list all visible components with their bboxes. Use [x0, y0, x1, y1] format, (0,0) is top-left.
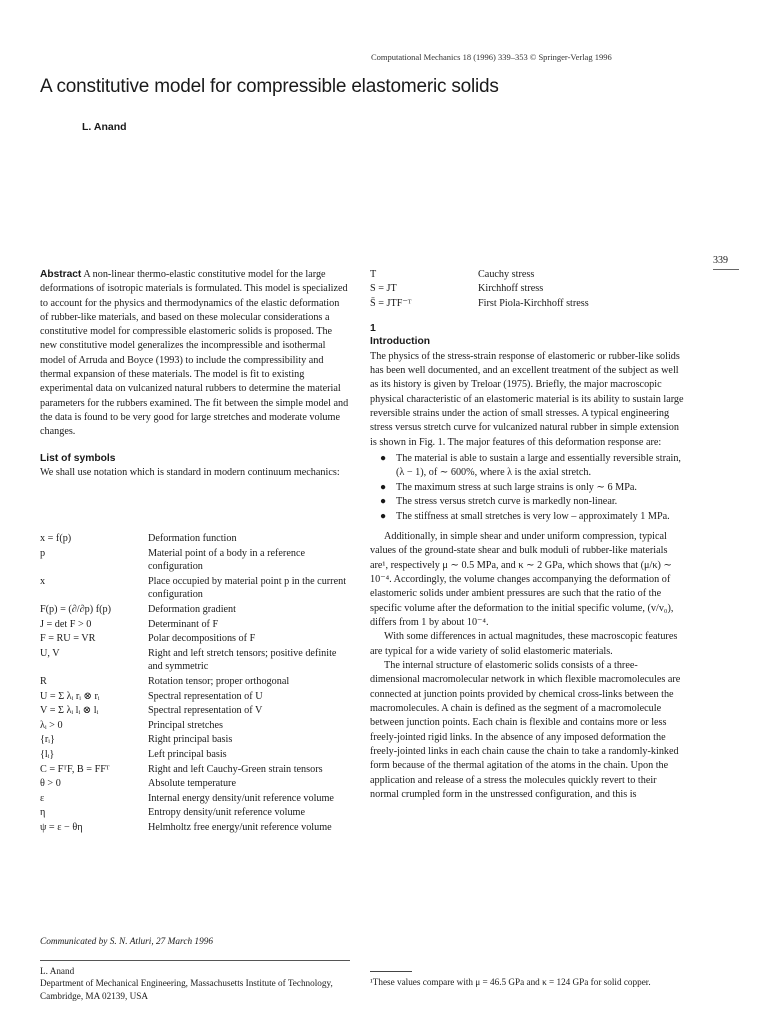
symbol-description: Material point of a body in a reference configuration: [148, 547, 305, 573]
symbol: ψ = ε − θη: [40, 821, 83, 833]
symbol: λᵢ > 0: [40, 719, 63, 731]
symbol-description: Place occupied by material point p in the current configuration: [148, 575, 347, 601]
feature-list-item: [380, 452, 685, 481]
symbol-row: [40, 792, 352, 806]
symbol-row: [40, 675, 352, 689]
author-name: L. Anand: [82, 121, 127, 133]
symbol-description: Entropy density/unit reference volume: [148, 807, 306, 819]
section-heading: Introduction: [370, 336, 431, 348]
left-column: [40, 268, 350, 480]
communicated-note: Communicated by S. N. Atluri, 27 March 1996: [40, 937, 214, 947]
symbol: U, V: [40, 647, 60, 659]
symbol-row: [40, 618, 352, 632]
symbol: F(p) = (∂/∂p) f(p): [40, 603, 111, 615]
feature-list-item: [380, 495, 685, 509]
footnote-rule: [370, 971, 412, 972]
stress-symbol-row: [370, 297, 685, 311]
affiliation-address: Department of Mechanical Engineering, Massachusetts Institute of Technology, Cambridge, MA 02139, USA: [40, 978, 333, 1001]
symbol-row: [40, 704, 352, 718]
symbol-row: [40, 647, 352, 674]
stress-symbol: T: [370, 269, 377, 280]
symbol: x: [40, 575, 46, 587]
stress-description: Kirchhoff stress: [478, 283, 544, 295]
symbol: ε: [40, 792, 45, 804]
symbol-row: [40, 748, 352, 762]
intro-paragraph-3: With some differences in actual magnitudes, these macroscopic features are typical for a wide variety of solid elastomeric materials.: [370, 631, 678, 657]
intro-paragraph-2: Additionally, in simple shear and under uniform compression, typical values of the ground-state shear and bulk moduli of rubber-like materials are¹, respectively μ ∼ 0.5 MPa, and κ ∼ 2 GPa, which shows that (μ/κ) ∼ 10⁻⁴. Accordingly, the volume changes accompanying the deformation of elastomeric solids under ambient pressures are such that the ratio of the specific volume after the deformation to the initial specific volume, (v/v₀), differs from 1 by about 10⁻⁴.: [370, 530, 674, 628]
symbol-description: Polar decompositions of F: [148, 633, 256, 645]
bullet-icon: ●: [380, 453, 387, 465]
journal-citation: Computational Mechanics 18 (1996) 339–353 © Springer-Verlag 1996: [371, 52, 612, 62]
symbol-description: Helmholtz free energy/unit reference volume: [148, 821, 332, 833]
paper-title: A constitutive model for compressible elastomeric solids: [40, 76, 499, 97]
feature-text: The stiffness at small stretches is very low – approximately 1 MPa.: [396, 510, 670, 522]
symbol-row: [40, 821, 352, 835]
symbol-row: [40, 733, 352, 747]
symbol: η: [40, 807, 46, 819]
symbol-description: Spectral representation of V: [148, 705, 263, 717]
symbol-description: Right and left Cauchy-Green strain tensors: [148, 763, 323, 775]
symbol-description: Deformation gradient: [148, 603, 236, 615]
symbol-row: [40, 806, 352, 820]
footnote: ¹These values compare with μ = 46.5 GPa and κ = 124 GPa for solid copper.: [370, 977, 651, 987]
symbol: F = RU = VR: [40, 633, 96, 645]
symbol-row: [40, 690, 352, 704]
bullet-icon: ●: [380, 481, 387, 493]
symbol-description: Spectral representation of U: [148, 690, 263, 702]
symbol: J = det F > 0: [40, 618, 92, 630]
stress-symbol-row: [370, 268, 685, 282]
feature-text: The material is able to sustain a large and essentially reversible strain, (λ − 1), of ∼ 600%, where λ is the axial stretch.: [396, 453, 681, 479]
symbol-description: Left principal basis: [148, 748, 227, 760]
page-number: 339: [713, 255, 728, 266]
bullet-icon: ●: [380, 510, 387, 522]
feature-list-item: [380, 510, 685, 524]
feature-text: The stress versus stretch curve is markedly non-linear.: [396, 496, 618, 508]
symbol-description: Right and left stretch tensors; positive definite and symmetric: [148, 647, 337, 673]
right-column: [370, 268, 685, 802]
symbol: p: [40, 547, 46, 559]
symbol: R: [40, 675, 47, 687]
stress-description: First Piola-Kirchhoff stress: [478, 297, 589, 309]
symbol-description: Determinant of F: [148, 618, 219, 630]
symbol: V = Σ λᵢ lᵢ ⊗ lᵢ: [40, 705, 99, 717]
symbol-description: Rotation tensor; proper orthogonal: [148, 675, 290, 687]
symbol-row: [40, 719, 352, 733]
symbol-description: Deformation function: [148, 533, 237, 544]
symbol: {rᵢ}: [40, 734, 55, 746]
symbols-intro: We shall use notation which is standard in modern continuum mechanics:: [40, 466, 340, 478]
abstract-label: Abstract: [40, 269, 82, 280]
symbol: {lᵢ}: [40, 748, 55, 760]
feature-text: The maximum stress at such large strains is only ∼ 6 MPa.: [396, 481, 637, 493]
section-number: 1: [370, 322, 376, 335]
stress-symbol: S̄ = JTF⁻ᵀ: [370, 297, 412, 309]
affiliation-name: L. Anand: [40, 966, 75, 976]
symbol-row: [40, 547, 352, 574]
stress-symbols: [370, 268, 685, 311]
symbols-table: [40, 532, 352, 835]
symbol-row: [40, 575, 352, 602]
communicated-rule: [40, 960, 350, 961]
bullet-icon: ●: [380, 496, 387, 508]
symbol: x = f(p): [40, 533, 72, 544]
symbol-description: Principal stretches: [148, 719, 223, 731]
symbol: θ > 0: [40, 778, 61, 790]
feature-list: [370, 452, 685, 524]
symbol: C = FᵀF, B = FFᵀ: [40, 763, 110, 775]
symbol-description: Right principal basis: [148, 734, 233, 746]
intro-paragraph-1: The physics of the stress-strain response of elastomeric or rubber-like solids has been well documented, and an excellent treatment of the subject as well as its history is given by Treloar (1975). Briefly, the major macroscopic physical characteristic of an elastomeric material is its ability to sustain large reversible strains under the action of small stresses. A typical engineering stress versus stretch curve for vulcanized natural rubber in simple extension is shown in Fig. 1. The major features of this deformation response are:: [370, 350, 684, 448]
symbol: U = Σ λᵢ rᵢ ⊗ rᵢ: [40, 690, 100, 702]
symbols-heading: List of symbols: [40, 452, 116, 464]
feature-list-item: [380, 481, 685, 495]
affiliation: [40, 965, 355, 1002]
symbol-row: [40, 632, 352, 646]
intro-paragraph-4: The internal structure of elastomeric solids consists of a three-dimensional macromolecular network in which flexible macromolecules are connected at junction points provided by chemical cross-links between the macromolecules. A chain is defined as the segment of a macromolecule between junction points. Each chain is flexible and contains more or less freely-jointed rigid links. In the absence of any imposed deformation the freely-jointed links in each chain cause the chain to take a randomly-kinked form because of the thermal agitation of the atoms in the chain. Upon the application and release of a stress the molecules quickly revert to their normal crumpled form in the unstressed configuration, and this is: [370, 659, 681, 801]
abstract: [40, 268, 350, 440]
symbol-description: Internal energy density/unit reference volume: [148, 792, 334, 804]
stress-symbol: S = JT: [370, 283, 397, 295]
page-number-rule: [713, 269, 739, 270]
symbol-row: [40, 763, 352, 777]
stress-symbol-row: [370, 282, 685, 296]
abstract-text: A non-linear thermo-elastic constitutive model for the large deformations of isotropic materials is formulated. This model is specialized to account for the physics and thermodynamics of the elastic deformation of rubber-like materials, and based on these molecular considerations a constitutive model for compressible elastomeric solids is proposed. The new constitutive model generalizes the incompressible and isothermal model of Arruda and Boyce (1993) to include the compressibility and thermal expansion of these materials. The model is fit to existing experimental data on vulcanized natural rubbers to determine the material parameters for the rubbers examined. The fit between the simple model and the data is found to be very good for large stretches and moderate volume changes.: [40, 269, 349, 438]
symbol-row: [40, 603, 352, 617]
symbol-row: [40, 777, 352, 791]
symbol-row: [40, 532, 352, 546]
symbol-description: Absolute temperature: [148, 778, 236, 790]
stress-description: Cauchy stress: [478, 269, 535, 280]
